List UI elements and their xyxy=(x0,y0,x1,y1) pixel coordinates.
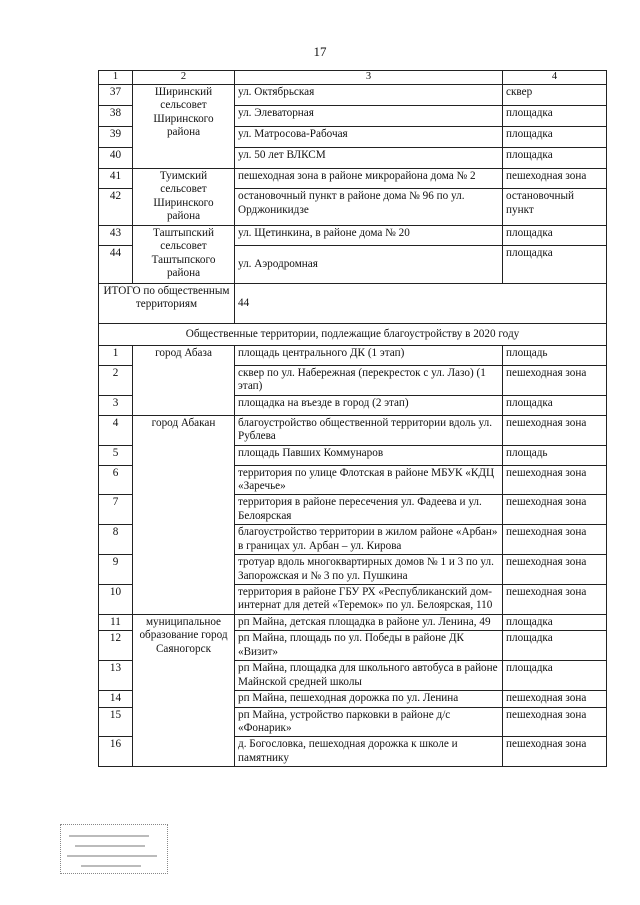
total-label: ИТОГО по общественным территориям xyxy=(99,283,235,323)
object-cell: ул. Октябрьская xyxy=(235,85,503,106)
row-number: 6 xyxy=(99,465,133,495)
type-cell: площадка xyxy=(503,245,607,283)
object-cell: территория в районе пересечения ул. Фадеева и ул. Белоярская xyxy=(235,495,503,525)
row-number: 7 xyxy=(99,495,133,525)
row-number: 13 xyxy=(99,661,133,691)
type-cell: пешеходная зона xyxy=(503,555,607,585)
total-value: 44 xyxy=(235,283,607,323)
object-cell: пешеходная зона в районе микрорайона дома № 2 xyxy=(235,169,503,189)
object-cell: ул. Щетинкина, в районе дома № 20 xyxy=(235,225,503,245)
row-number: 5 xyxy=(99,445,133,465)
object-cell: ул. Матросова-Рабочая xyxy=(235,127,503,148)
municipality-cell: муниципальное образование город Саяногорск xyxy=(133,614,235,766)
row-number: 4 xyxy=(99,415,133,445)
municipality-cell: Туимский сельсовет Ширинского района xyxy=(133,169,235,226)
header-cell: 4 xyxy=(503,71,607,85)
header-cell: 2 xyxy=(133,71,235,85)
type-cell: пешеходная зона xyxy=(503,495,607,525)
table-header-row xyxy=(99,71,607,85)
row-number: 42 xyxy=(99,189,133,226)
object-cell: остановочный пункт в районе дома № 96 по ул. Орджоникидзе xyxy=(235,189,503,226)
object-cell: площадь Павших Коммунаров xyxy=(235,445,503,465)
object-cell: ул. Элеваторная xyxy=(235,106,503,127)
row-number: 39 xyxy=(99,127,133,148)
row-number: 11 xyxy=(99,614,133,630)
type-cell: площадка xyxy=(503,395,607,415)
row-number: 15 xyxy=(99,707,133,737)
table-row xyxy=(99,415,607,445)
object-cell: рп Майна, площадка для школьного автобуса в районе Майнской средней школы xyxy=(235,661,503,691)
object-cell: рп Майна, детская площадка в районе ул. Ленина, 49 xyxy=(235,614,503,630)
table-row xyxy=(99,169,607,189)
municipality-cell: Ширинский сельсовет Ширинского района xyxy=(133,85,235,169)
type-cell: пешеходная зона xyxy=(503,169,607,189)
table-row xyxy=(99,85,607,106)
municipality-cell: Таштыпский сельсовет Таштыпского района xyxy=(133,225,235,283)
type-cell: остановочный пункт xyxy=(503,189,607,226)
row-number: 41 xyxy=(99,169,133,189)
municipality-cell: город Абакан xyxy=(133,415,235,614)
object-cell: ул. 50 лет ВЛКСМ xyxy=(235,148,503,169)
header-cell: 1 xyxy=(99,71,133,85)
type-cell: пешеходная зона xyxy=(503,525,607,555)
row-number: 9 xyxy=(99,555,133,585)
total-row xyxy=(99,283,607,323)
object-cell: территория в районе ГБУ РХ «Республиканский дом-интернат для детей «Теремок» по ул. Белоярская, 110 xyxy=(235,585,503,615)
type-cell: сквер xyxy=(503,85,607,106)
object-cell: ул. Аэродромная xyxy=(235,245,503,283)
object-cell: территория по улице Флотская в районе МБУК «КДЦ «Заречье» xyxy=(235,465,503,495)
page-number: 17 xyxy=(313,44,327,59)
object-cell: площадь центрального ДК (1 этап) xyxy=(235,345,503,365)
object-cell: рп Майна, устройство парковки в районе д/с «Фонарик» xyxy=(235,707,503,737)
type-cell: пешеходная зона xyxy=(503,365,607,395)
table-row xyxy=(99,345,607,365)
object-cell: рп Майна, площадь по ул. Победы в районе ДК «Визит» xyxy=(235,631,503,661)
type-cell: площадка xyxy=(503,225,607,245)
type-cell: пешеходная зона xyxy=(503,415,607,445)
faded-stamp xyxy=(60,824,168,874)
type-cell: пешеходная зона xyxy=(503,465,607,495)
row-number: 10 xyxy=(99,585,133,615)
section-title: Общественные территории, подлежащие благоустройству в 2020 году xyxy=(99,323,607,345)
row-number: 1 xyxy=(99,345,133,365)
type-cell: площадка xyxy=(503,127,607,148)
territories-table xyxy=(98,70,607,767)
object-cell: сквер по ул. Набережная (перекресток с ул. Лазо) (1 этап) xyxy=(235,365,503,395)
table-row xyxy=(99,225,607,245)
type-cell: пешеходная зона xyxy=(503,737,607,767)
municipality-cell: город Абаза xyxy=(133,345,235,415)
object-cell: тротуар вдоль многоквартирных домов № 1 и 3 по ул. Запорожская и № 3 по ул. Пушкина xyxy=(235,555,503,585)
object-cell: рп Майна, пешеходная дорожка по ул. Ленина xyxy=(235,691,503,707)
object-cell: благоустройство общественной территории вдоль ул. Рублева xyxy=(235,415,503,445)
row-number: 12 xyxy=(99,631,133,661)
row-number: 40 xyxy=(99,148,133,169)
type-cell: площадка xyxy=(503,614,607,630)
table-row xyxy=(99,614,607,630)
type-cell: площадка xyxy=(503,106,607,127)
type-cell: пешеходная зона xyxy=(503,691,607,707)
row-number: 37 xyxy=(99,85,133,106)
section-row xyxy=(99,323,607,345)
type-cell: площадка xyxy=(503,631,607,661)
object-cell: площадка на въезде в город (2 этап) xyxy=(235,395,503,415)
object-cell: д. Богословка, пешеходная дорожка к школе и памятнику xyxy=(235,737,503,767)
row-number: 43 xyxy=(99,225,133,245)
type-cell: площадка xyxy=(503,661,607,691)
type-cell: площадь xyxy=(503,445,607,465)
object-cell: благоустройство территории в жилом районе «Арбан» в границах ул. Арбан – ул. Кирова xyxy=(235,525,503,555)
row-number: 2 xyxy=(99,365,133,395)
row-number: 44 xyxy=(99,245,133,283)
row-number: 14 xyxy=(99,691,133,707)
row-number: 3 xyxy=(99,395,133,415)
type-cell: площадка xyxy=(503,148,607,169)
row-number: 8 xyxy=(99,525,133,555)
row-number: 16 xyxy=(99,737,133,767)
header-cell: 3 xyxy=(235,71,503,85)
type-cell: пешеходная зона xyxy=(503,707,607,737)
type-cell: площадь xyxy=(503,345,607,365)
row-number: 38 xyxy=(99,106,133,127)
type-cell: пешеходная зона xyxy=(503,585,607,615)
